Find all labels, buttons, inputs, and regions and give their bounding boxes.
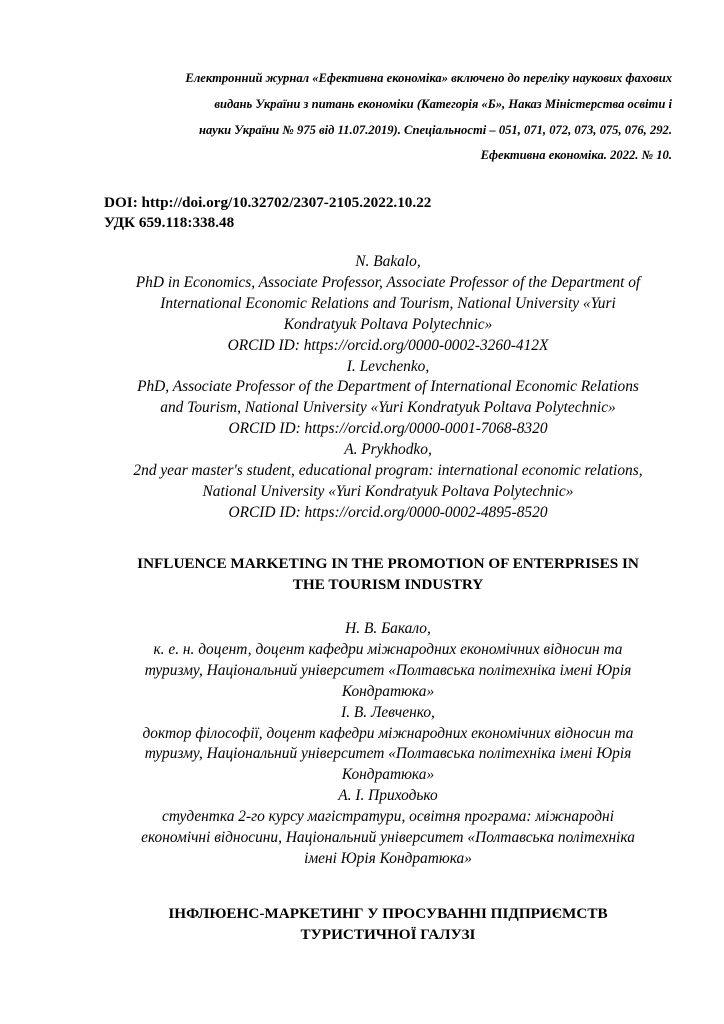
journal-header-line: видань України з питань економіки (Категорія «Б», Наказ Міністерства освіти і [214,96,672,111]
author-name: A. Prykhodko, [344,441,432,459]
author-name: N. Bakalo, [355,253,421,270]
article-title-english [96,553,680,595]
author-orcid: ORCID ID: https://orcid.org/0000-0002-3260-412X [227,336,549,354]
author-affiliation-line: імені Юрія Кондратюка» [304,849,472,867]
author-affiliation-line: and Tourism, National University «Yuri Kondratyuk Poltava Polytechnic» [160,399,616,417]
author-affiliation-line: туризму, Національний університет «Полтавська політехніка імені Юрія [144,745,632,763]
author-affiliation-line: PhD, Associate Professor of the Department of International Economic Relations [137,378,639,396]
author-affiliation-line: National University «Yuri Kondratyuk Poltava Polytechnic» [202,482,574,500]
author-affiliation-line: к. е. н. доцент, доцент кафедри міжнародних економічних відносин та [153,640,623,658]
journal-header-line: Електронний журнал «Ефективна економіка» включено до переліку наукових фахових [185,71,672,85]
author-affiliation-line: Кондратюка» [341,766,435,784]
author-name: А. І. Приходько [338,787,438,805]
title-line: ТУРИСТИЧНОЇ ГАЛУЗІ [300,926,476,943]
article-title-ukrainian [96,903,680,945]
title-line: INFLUENCE MARKETING IN THE PROMOTION OF ENTERPRISES IN [137,555,639,572]
author-affiliation-line: International Economic Relations and Tourism, National University «Yuri [160,294,616,312]
udk-line: УДК 659.118:338.48 [104,214,235,231]
journal-header [100,66,672,169]
doi-line: DOI: http://doi.org/10.32702/2307-2105.2022.10.22 [104,194,432,211]
author-affiliation-line: PhD in Economics, Associate Professor, Associate Professor of the Department of [135,273,641,291]
journal-citation: Ефективна економіка. 2022. № 10. [480,148,672,163]
author-orcid: ORCID ID: https://orcid.org/0000-0002-4895-8520 [228,503,548,521]
authors-english [96,252,680,524]
author-affiliation-line: 2nd year master's student, educational program: international economic relations, [133,462,643,480]
author-affiliation-line: Kondratyuk Poltava Polytechnic» [283,315,493,333]
author-affiliation-line: туризму, Національний університет «Полтавська політехніка імені Юрія [144,661,632,679]
title-line: ІНФЛЮЕНС-МАРКЕТИНГ У ПРОСУВАННІ ПІДПРИЄМСТВ [168,905,608,922]
author-orcid: ORCID ID: https://orcid.org/0000-0001-7068-8320 [228,420,548,438]
authors-ukrainian [96,619,680,870]
journal-header-line: науки України № 975 від 11.07.2019). Спеціальності – 051, 071, 072, 073, 075, 076, 292. [199,122,672,137]
author-name: І. В. Левченко, [341,703,435,721]
author-affiliation-line: Кондратюка» [341,682,435,700]
author-name: I. Levchenko, [346,357,430,375]
article-identifiers [104,193,431,233]
title-line: THE TOURISM INDUSTRY [292,576,484,593]
author-affiliation-line: доктор філософії, доцент кафедри міжнародних економічних відносин та [142,724,634,742]
author-name: Н. В. Бакало, [345,620,431,637]
author-affiliation-line: економічні відносини, Національний університет «Полтавська політехніка [141,829,635,847]
author-affiliation-line: студентка 2-го курсу магістратури, освітня програма: міжнародні [162,808,614,826]
